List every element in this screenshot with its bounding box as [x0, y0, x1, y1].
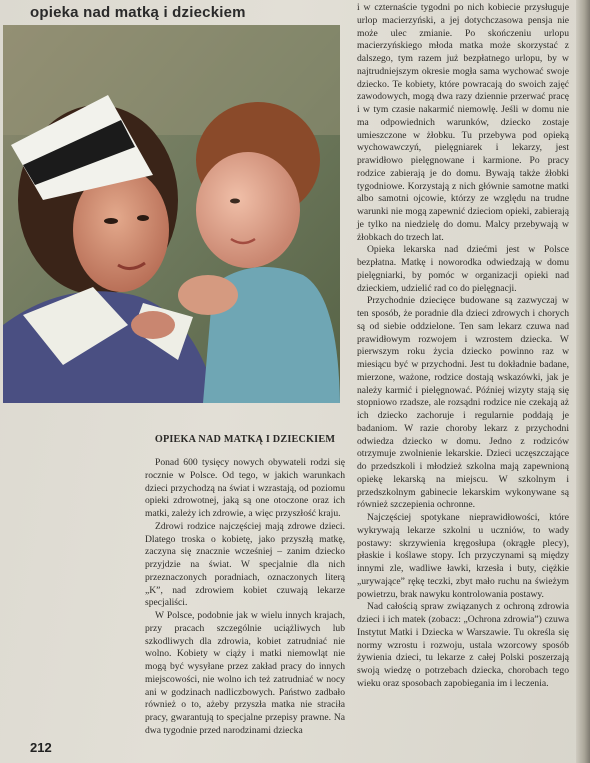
article-paragraph: Zdrowi rodzice najczęściej mają zdrowe dzieci. Dlatego troska o kobietę, jako przyszłą matkę, zaczyna się znacznie wcześniej – zanim dziecko przyjdzie na świat. W specjalnie dla nich przeznaczonych poradniach, oznaczonych literą „K”, nad zdrowiem kobiet czuwają lekarze specjaliści.: [145, 520, 345, 609]
article-left-column: [145, 434, 345, 738]
running-header: opieka nad matką i dzieckiem: [30, 4, 246, 21]
article-right-column: [357, 2, 569, 691]
article-title: OPIEKA NAD MATKĄ I DZIECKIEM: [154, 434, 336, 445]
photo-illustration: [3, 25, 340, 403]
article-paragraph: i w czternaście tygodni po nich kobiecie przysługuje urlop macierzyński, a jej dotychczasowa pensja nie może ulec zmianie. Po skończeniu urlopu macierzyńskiego młoda matka może skorzystać z dalszego, tym razem już bezpłatnego urlopu, by w najtrudniejszym okresie mogła sama wychować swoje dziecko. Te kobiety, które powracają do swoich zajęć zawodowych, mogą dwa razy dziennie przerwać pracę i w tym czasie nakarmić niemowlę. Jeśli w domu nie ma odpowiednich warunków, dziecko zostaje umieszczone w żłobku. Tu przebywa pod opieką wychowawczyń, pielęgniarek i lekarzy, jest prawidłowo pielęgnowane i karmione. Po pracy rodzice zabierają je do domu. Bywają także żłobki tygodniowe. Korzystają z nich głównie samotne matki albo samotni ojcowie, którzy ze względu na trudne warunki nie mogą zapewnić dzieciom opieki, zabierają je tylko na niedzielę do domu. Malcy przebywają w żłobkach do trzech lat.: [357, 2, 569, 243]
article-paragraph: Najczęściej spotykane nieprawidłowości, które wykrywają lekarze szkolni u uczniów, to wady postawy: skrzywienia kręgosłupa (okrągłe plecy), płaskie i koślawe stopy. Ich przyczynami są między innymi zle, wadliwe ławki, krzesła i buty, ciężkie „urywające” rękę teczki, zbyt mało ruchu na świeżym powietrzu, brak nawyku kontrolowania postawy.: [357, 512, 569, 600]
page-number: 212: [30, 740, 52, 755]
article-paragraph: Opieka lekarska nad dziećmi jest w Polsce bezpłatna. Matkę i noworodka odwiedzają w domu pielęgniarki, by pomóc w organizacji opieki nad dzieckiem, udzielić rad co do pielęgnacji.: [357, 244, 569, 294]
article-paragraph: W Polsce, podobnie jak w wielu innych krajach, przy pracach szczególnie uciążliwych lub szkodliwych dla zdrowia, kobiet zatrudniać nie wolno. Kobiety w ciąży i matki niemowląt nie mogą być wysyłane przez zakład pracy do innych miejscowości, nie wolno ich też zatrudniać w nocy ani w godzinach nadliczbowych. Państwo zadbało również o to, ażeby przyszła matka nie straciła pracy, gwarantują to specjalne przepisy prawne. Na dwa tygodnie przed narodzinami dziecka: [145, 610, 345, 736]
nurse-with-child-photo: [3, 25, 340, 403]
article-paragraph: Przychodnie dziecięce budowane są zazwyczaj w ten sposób, że poradnie dla dzieci zdrowych i chorych są od siebie oddzielone. Ten sam lekarz czuwa nad prawidłowym rozwojem i wzrostem dziecka. W pierwszym roku życia dziecko powinno raz w miesiącu być w przychodni. Jest tu dokładnie badane, mierzone, ważone, rodzice dostają wskazówki, jak je należy karmić i pielęgnować. Później wizyty stają się stopniowo rzadsze, ale rozsądni rodzice nie czekają aż ich dziecko zachoruje i regularnie poddają je badaniom. W razie choroby lekarz z przychodni odwiedza dziecko w domu. Jedno z rodziców otrzymuje zwolnienie lekarskie. Dzieci uczęszczające do przedszkoli i młodzież szkolna mają zapewnioną opiekę lekarską na miejscu. W szkolnym i przedszkolnym gabinecie lekarskim wykonywane są również szczepienia ochronne.: [357, 295, 569, 511]
article-paragraph: Nad całością spraw związanych z ochroną zdrowia dzieci i ich matek (zobacz: „Ochrona zdrowia”) czuwa Instytut Matki i Dziecka w Warszawie. Tu określa się normy wzrostu i rozwoju, ustala wzorcowy sposób żywienia dzieci, tu lekarze z całej Polski poszerzają swoją wiedzę o potrzebach dziecka, chorobach tego wieku oraz sposobach zapobiegania im i leczenia.: [357, 601, 569, 689]
book-spine: [576, 0, 590, 763]
article-paragraph: Ponad 600 tysięcy nowych obywateli rodzi się rocznie w Polsce. Od tego, w jakich warunkach dzieci przychodzą na świat i wzrastają, od poziomu opieki zdrowotnej, jaką są one otoczone oraz ich matki, zależy ich zdrowie, a więc przyszłość kraju.: [145, 457, 345, 519]
